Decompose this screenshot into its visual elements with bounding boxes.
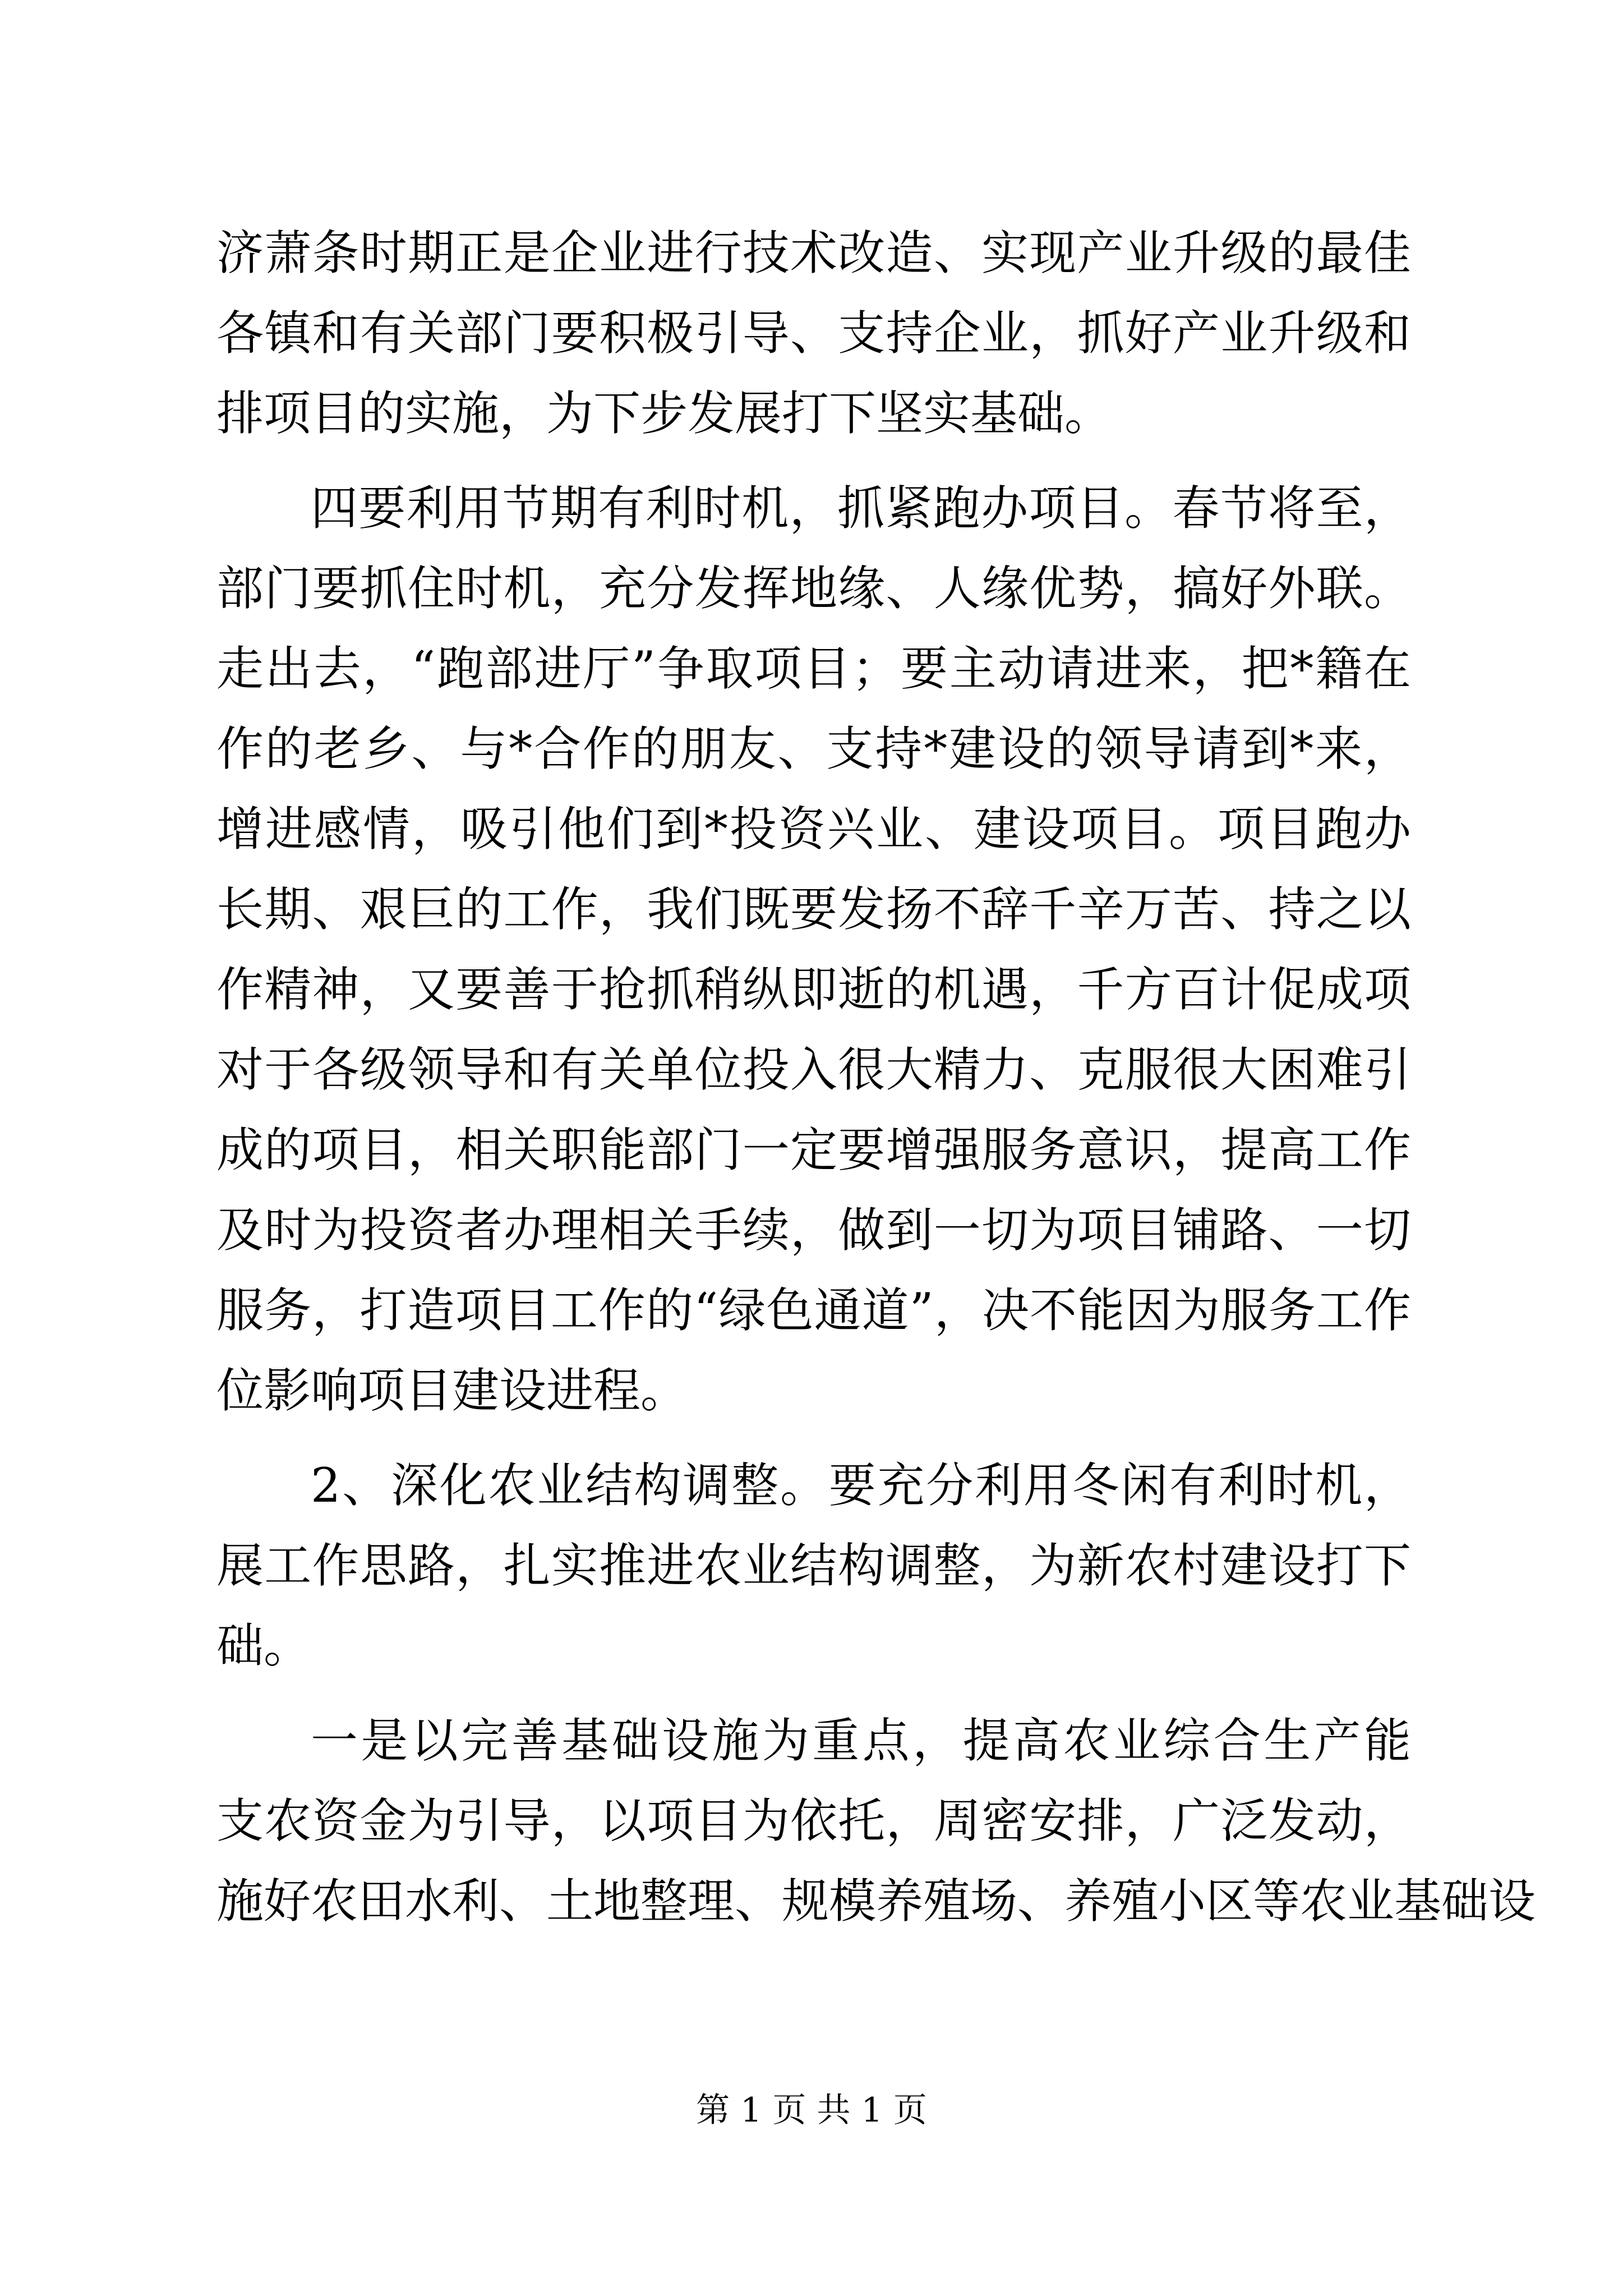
paragraph-line: 础。 (216, 1618, 311, 1673)
paragraph-line: 成的项目，相关职能部门一定要增强服务意识，提高工作 (216, 1122, 1411, 1177)
paragraph-line: 2、深化农业结构调整。要充分利用冬闲有利时机， (311, 1458, 1411, 1513)
paragraph-gap (216, 454, 1411, 468)
document-body (216, 213, 1536, 1941)
paragraph-line: 支农资金为引导，以项目为依托，周密安排，广泛发动， (216, 1793, 1411, 1848)
paragraph-line: 对于各级领导和有关单位投入很大精力、克服很大困难引 (216, 1042, 1411, 1097)
page-footer: 第 1 页 共 1 页 (696, 2091, 927, 2130)
paragraph-gap (216, 1686, 1411, 1701)
paragraph-line: 及时为投资者办理相关手续，做到一切为项目铺路、一切 (216, 1203, 1411, 1258)
paragraph-line: 服务，打造项目工作的“绿色通道”，决不能因为服务工作 (216, 1283, 1411, 1338)
paragraph-line: 长期、艰巨的工作，我们既要发扬不辞千辛万苦、持之以 (216, 882, 1411, 937)
paragraph-gap (216, 1431, 1411, 1446)
paragraph-line: 作的老乡、与*合作的朋友、支持*建设的领导请到*来， (216, 721, 1411, 776)
paragraph-line: 位影响项目建设进程。 (216, 1363, 688, 1418)
paragraph-line: 展工作思路，扎实推进农业结构调整，为新农村建设打下 (216, 1538, 1411, 1593)
paragraph-line: 部门要抓住时机，充分发挥地缘、人缘优势，搞好外联。 (216, 561, 1411, 616)
paragraph-line: 作精神，又要善于抢抓稍纵即逝的机遇，千方百计促成项 (216, 962, 1411, 1017)
paragraph-line: 各镇和有关部门要积极引导、支持企业，抓好产业升级和 (216, 306, 1411, 361)
paragraph-line: 四要利用节期有利时机，抓紧跑办项目。春节将至， (311, 481, 1411, 536)
paragraph-line: 施好农田水利、土地整理、规模养殖场、养殖小区等农业基础设 (216, 1874, 1536, 1929)
paragraph-line: 排项目的实施，为下步发展打下坚实基础。 (216, 386, 1112, 441)
paragraph-line: 一是以完善基础设施为重点，提高农业综合生产能 (311, 1713, 1411, 1768)
paragraph-line: 增进感情，吸引他们到*投资兴业、建设项目。项目跑办 (216, 802, 1411, 857)
paragraph-line: 济萧条时期正是企业进行技术改造、实现产业升级的最佳 (216, 226, 1411, 280)
paragraph-line: 走出去，“跑部进厅”争取项目；要主动请进来，把*籍在 (216, 641, 1411, 696)
